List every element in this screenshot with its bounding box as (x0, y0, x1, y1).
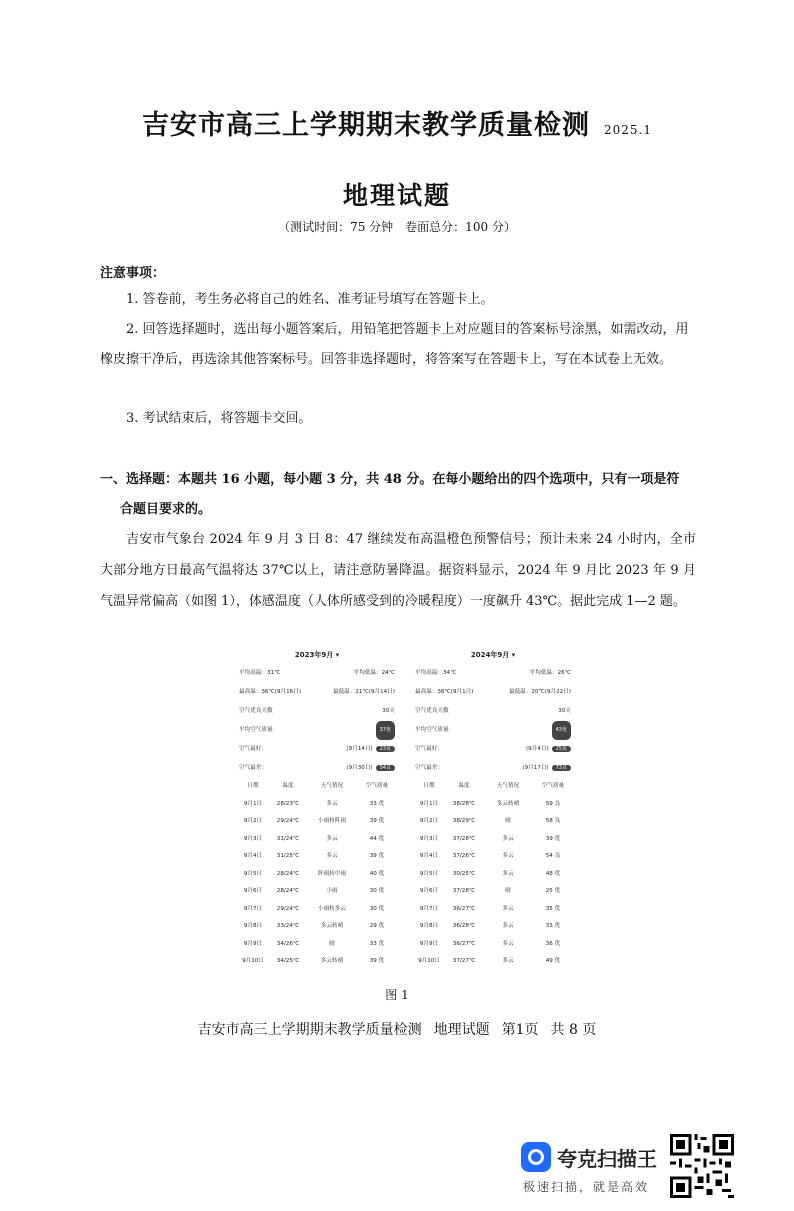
best-air-row (413, 740, 573, 759)
avg-high: 平均高温：31℃ (239, 670, 281, 676)
table-row (413, 936, 573, 954)
table-row (413, 918, 573, 936)
cell-date: 9月2日 (419, 818, 439, 824)
cell-temp: 28/24℃ (276, 870, 300, 877)
cell-temp: 31/24℃ (276, 835, 300, 842)
cell-temp: 36/27℃ (452, 940, 476, 947)
scanner-logo-icon (521, 1142, 551, 1172)
page-footer (0, 1019, 794, 1039)
good-days-row (237, 702, 397, 721)
cell-date: 9月9日 (419, 940, 439, 947)
avg-high: 平均高温：34℃ (415, 670, 457, 676)
subject-title: 地理试题 (342, 181, 451, 210)
cell-date: 9月6日 (419, 888, 439, 894)
table-header (237, 778, 397, 796)
worst-air-label: 空气最差： (239, 765, 267, 771)
cell-weather: 多云 (502, 940, 514, 947)
cell-weather: 多云转晴 (320, 923, 344, 929)
cell-air: 29 优 (369, 923, 385, 929)
best-air-badge: 25优 (552, 746, 571, 752)
table-row (237, 866, 397, 884)
cell-air: 59 良 (545, 800, 561, 807)
scanner-slogan: 极速扫描，就是高效 (523, 1180, 650, 1194)
cell-air: 33 优 (369, 940, 385, 947)
good-days-row (413, 702, 573, 721)
weather-figure (231, 646, 576, 970)
cell-temp: 29/24℃ (276, 905, 300, 912)
cell-temp: 28/23℃ (276, 800, 300, 807)
cell-weather: 多云 (502, 835, 514, 842)
cell-temp: 34/25℃ (276, 958, 300, 964)
cell-air: 39 优 (369, 958, 385, 964)
cell-air: 49 优 (545, 958, 561, 964)
avg-air-badge: 37优 (376, 721, 395, 740)
cell-temp: 28/24℃ (276, 888, 300, 894)
table-row (237, 936, 397, 954)
min-temp: 最低温：21℃(9月14日) (332, 689, 395, 695)
question-intro: 吉安市气象台 2024 年 9 月 3 日 8：47 继续发布高温橙色预警信号；预计未来 24 小时内，全市大部分地方日最高气温将达 37℃以上，请注意防暑降温。据资料显示，2024 年 9 月比 2023 年 9 月气温异常偏高（如图 1），体感温度（人体所感受到的冷暖程度）一度飙升 43℃。据此完成 1—2 题。 (100, 532, 696, 609)
cell-temp: 33/24℃ (276, 923, 300, 929)
table-row (237, 901, 397, 919)
exam-date: 2025.1 (604, 123, 652, 137)
cell-weather: 晴 (329, 940, 335, 947)
cell-weather: 阵雨转中雨 (318, 870, 346, 877)
col-air: 空气质量 (365, 783, 389, 789)
cell-air: 30 优 (369, 905, 385, 912)
good-days-label: 空气优良天数 (239, 708, 273, 714)
cell-air: 33 优 (545, 923, 561, 929)
worst-air-date: (9月30日) (346, 765, 373, 771)
best-air-badge: 23优 (376, 746, 395, 752)
cell-date: 9月8日 (419, 923, 439, 929)
cell-date: 9月10日 (242, 958, 264, 964)
col-temp: 温度 (282, 783, 294, 789)
table-row (413, 848, 573, 866)
best-air-label: 空气最好： (415, 746, 443, 752)
cell-date: 9月7日 (243, 905, 263, 912)
table-row (413, 866, 573, 884)
footer-page: 第1页 (501, 1022, 539, 1038)
good-days: 30天 (382, 708, 395, 714)
max-temp: 最高温：36℃(9月16日) (239, 689, 302, 695)
best-air-date: (9月14日) (346, 746, 373, 752)
cell-date: 9月4日 (243, 853, 263, 859)
cell-weather: 晴 (505, 818, 511, 824)
cell-date: 9月1日 (419, 800, 439, 807)
cell-date: 9月8日 (243, 923, 263, 929)
cell-air: 39 优 (369, 853, 385, 859)
cell-date: 9月1日 (243, 800, 263, 807)
figure-caption: 图 1 (385, 988, 409, 1002)
table-row (413, 796, 573, 814)
cell-air: 25 优 (545, 888, 561, 894)
cell-air: 39 优 (369, 818, 385, 824)
notice-heading: 注意事项： (100, 266, 166, 281)
cell-air: 35 优 (545, 905, 561, 912)
cell-weather: 多云 (502, 870, 514, 877)
cell-date: 9月3日 (243, 835, 263, 842)
exam-timing: （测试时间：75 分钟 卷面总分：100 分） (278, 220, 516, 234)
cell-temp: 38/29℃ (452, 818, 476, 824)
cell-temp: 37/27℃ (452, 958, 476, 964)
worst-air-row (413, 759, 573, 778)
cell-temp: 29/24℃ (276, 818, 300, 824)
cell-weather: 多云 (326, 835, 338, 842)
avg-air-row (413, 721, 573, 740)
cell-weather: 多云 (502, 853, 514, 859)
weather-panel-2024 (413, 646, 573, 971)
cell-air: 33 优 (369, 800, 385, 807)
cell-temp: 37/26℃ (452, 853, 476, 859)
cell-weather: 多云 (502, 958, 514, 964)
cell-weather: 小雨 (326, 888, 338, 894)
exam-title-text: 吉安市高三上学期期末教学质量检测 (142, 110, 590, 141)
cell-temp: 37/28℃ (452, 888, 476, 894)
cell-date: 9月5日 (243, 870, 263, 877)
col-weather: 天气情况 (320, 783, 344, 789)
table-row (237, 848, 397, 866)
section-heading-line2: 合题目要求的。 (120, 502, 212, 517)
max-temp: 最高温：38℃(9月1日) (415, 689, 474, 695)
cell-weather: 多云转晴 (496, 800, 520, 807)
good-days: 30天 (558, 708, 571, 714)
table-row (237, 796, 397, 814)
panel-avg-row (237, 664, 397, 683)
table-row (237, 883, 397, 901)
best-air-row (237, 740, 397, 759)
notice-item-3: 3. 考试结束后，将答题卡交回。 (126, 411, 312, 426)
exam-title (0, 103, 794, 142)
table-row (413, 883, 573, 901)
panel-extreme-row (237, 683, 397, 702)
footer-total: 共 8 页 (550, 1022, 597, 1038)
qr-code-icon (670, 1134, 734, 1198)
col-weather: 天气情况 (496, 783, 520, 789)
cell-date: 9月5日 (419, 870, 439, 877)
cell-weather: 多云 (502, 923, 514, 929)
cell-temp: 34/26℃ (276, 940, 300, 947)
panel-title: 2024年9月 ▾ (470, 651, 516, 659)
col-temp: 温度 (458, 783, 470, 789)
cell-air: 40 优 (369, 870, 385, 877)
section-heading-line1: 一、选择题：本题共 16 小题，每小题 3 分，共 48 分。在每小题给出的四个选项中，只有一项是符 (100, 472, 680, 487)
table-row (413, 953, 573, 971)
weather-panel-2023 (237, 646, 397, 971)
cell-date: 9月9日 (243, 940, 263, 947)
col-date: 日期 (423, 783, 435, 789)
notice-item-1: 1. 答卷前，考生务必将自己的姓名、准考证号填写在答题卡上。 (126, 292, 494, 307)
table-row (237, 831, 397, 849)
worst-air-badge: 54良 (376, 765, 395, 771)
cell-weather: 晴 (505, 888, 511, 894)
cell-air: 30 优 (369, 888, 385, 894)
cell-temp: 38/28℃ (452, 800, 476, 807)
avg-air-row (237, 721, 397, 740)
table-row (237, 813, 397, 831)
cell-weather: 多云 (326, 853, 338, 859)
worst-air-row (237, 759, 397, 778)
table-row (237, 918, 397, 936)
cell-air: 36 优 (545, 940, 561, 947)
cell-date: 9月10日 (418, 958, 440, 964)
cell-weather: 多云转晴 (320, 958, 344, 964)
table-row (413, 901, 573, 919)
cell-temp: 36/28℃ (452, 923, 476, 929)
avg-air-badge: 43优 (552, 721, 571, 740)
panel-extreme-row (413, 683, 573, 702)
scanner-watermark (521, 1138, 661, 1198)
avg-low: 平均低温：26℃ (529, 670, 571, 676)
col-date: 日期 (247, 783, 259, 789)
best-air-date: (9月4日) (525, 746, 549, 752)
cell-temp: 36/27℃ (452, 905, 476, 912)
avg-air-label: 平均空气质量： (239, 727, 279, 733)
avg-low: 平均低温：24℃ (353, 670, 395, 676)
panel-avg-row (413, 664, 573, 683)
section-heading (100, 465, 696, 525)
footer-subject: 地理试题 (433, 1022, 490, 1038)
cell-temp: 37/28℃ (452, 835, 476, 842)
cell-date: 9月3日 (419, 835, 439, 842)
worst-air-date: (9月17日) (522, 765, 549, 771)
notice-item-2: 2. 回答选择题时，选出每小题答案后，用铅笔把答题卡上对应题目的答案标号涂黑，如需改动，用橡皮擦干净后，再选涂其他答案标号。回答非选择题时，将答案写在答题卡上，写在本试卷上无效。 (100, 322, 689, 367)
cell-temp: 31/25℃ (276, 853, 300, 859)
cell-date: 9月2日 (243, 818, 263, 824)
col-air: 空气质量 (541, 783, 565, 789)
panel-title: 2023年9月 ▾ (294, 651, 340, 659)
table-row (413, 813, 573, 831)
cell-weather: 小雨转多云 (318, 905, 346, 912)
cell-air: 54 良 (545, 853, 561, 859)
table-row (413, 831, 573, 849)
cell-air: 44 优 (369, 835, 385, 842)
cell-temp: 30/25℃ (452, 870, 476, 877)
scanner-brand: 夸克扫描王 (557, 1147, 657, 1171)
worst-air-label: 空气最差： (415, 765, 443, 771)
min-temp: 最低温：20℃(9月22日) (508, 689, 571, 695)
cell-weather: 小雨转阵雨 (318, 818, 346, 824)
cell-weather: 多云 (502, 905, 514, 912)
cell-date: 9月7日 (419, 905, 439, 912)
best-air-label: 空气最好： (239, 746, 267, 752)
cell-weather: 多云 (326, 800, 338, 807)
cell-air: 58 良 (545, 818, 561, 824)
worst-air-badge: 73良 (552, 765, 571, 771)
table-header (413, 778, 573, 796)
footer-exam: 吉安市高三上学期期末教学质量检测 (197, 1022, 422, 1038)
good-days-label: 空气优良天数 (415, 708, 449, 714)
cell-air: 48 优 (545, 870, 561, 877)
cell-air: 39 优 (545, 835, 561, 842)
cell-date: 9月6日 (243, 888, 263, 894)
cell-date: 9月4日 (419, 853, 439, 859)
table-row (237, 953, 397, 971)
avg-air-label: 平均空气质量： (415, 727, 455, 733)
